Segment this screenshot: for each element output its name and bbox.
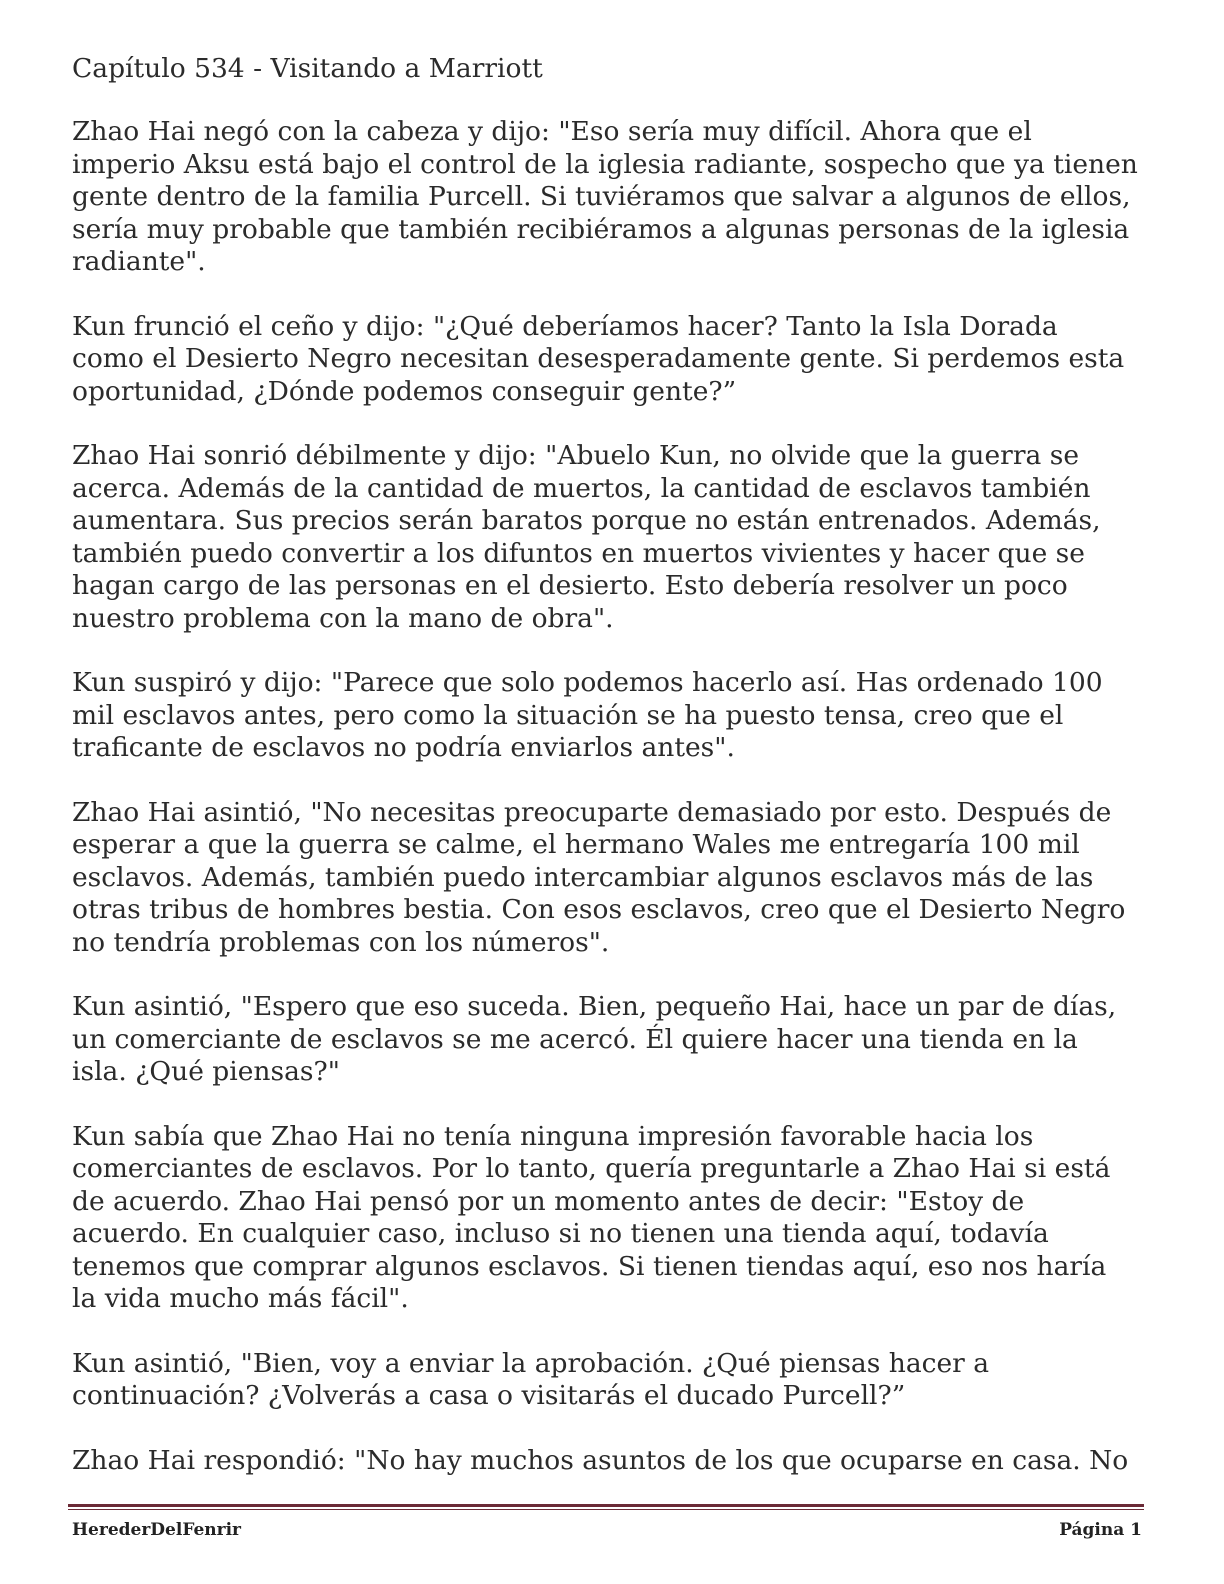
text-line: mil esclavos antes, pero como la situación se ha puesto tensa, creo que el bbox=[72, 699, 1064, 731]
text-line: oportunidad, ¿Dónde podemos conseguir gente?” bbox=[72, 375, 737, 407]
text-line: Zhao Hai respondió: "No hay muchos asuntos de los que ocuparse en casa. No bbox=[72, 1444, 1129, 1476]
text-line: hagan cargo de las personas en el desierto. Esto debería resolver un poco bbox=[72, 570, 1068, 601]
paragraph bbox=[72, 440, 1152, 635]
text-line: otras tribus de hombres bestia. Con esos esclavos, creo que el Desierto Negro bbox=[72, 894, 1126, 925]
text-line: Kun asintió, "Bien, voy a enviar la aprobación. ¿Qué piensas hacer a bbox=[72, 1347, 990, 1379]
text-line: gente dentro de la familia Purcell. Si tuviéramos que salvar a algunos de ellos, bbox=[72, 181, 1131, 212]
text-line: acerca. Además de la cantidad de muertos, la cantidad de esclavos también bbox=[72, 472, 1091, 504]
text-line: continuación? ¿Volverás a casa o visitarás el ducado Purcell?” bbox=[72, 1380, 906, 1411]
paragraph-list bbox=[72, 116, 1152, 1477]
page-body bbox=[72, 52, 1152, 1509]
paragraph bbox=[72, 116, 1152, 279]
paragraph bbox=[72, 1445, 1152, 1478]
text-line: de acuerdo. Zhao Hai pensó por un momento antes de decir: "Estoy de bbox=[72, 1185, 1025, 1217]
paragraph bbox=[72, 311, 1152, 409]
chapter-title: Capítulo 534 - Visitando a Marriott bbox=[72, 53, 543, 84]
text-line: esclavos. Además, también puedo intercambiar algunos esclavos más de las bbox=[72, 861, 1094, 893]
text-line: como el Desierto Negro necesitan desesperadamente gente. Si perdemos esta bbox=[72, 343, 1125, 374]
footer-author: HerederDelFenrir bbox=[72, 1520, 242, 1540]
text-line: Zhao Hai asintió, "No necesitas preocuparte demasiado por esto. Después de bbox=[72, 796, 1112, 828]
text-line: Kun suspiró y dijo: "Parece que solo podemos hacerlo así. Has ordenado 100 bbox=[72, 667, 1103, 698]
text-line: traficante de esclavos no podría enviarlos antes". bbox=[72, 732, 735, 763]
footer-page-number: Página 1 bbox=[1059, 1520, 1142, 1540]
paragraph bbox=[72, 1348, 1152, 1413]
text-line: Kun asintió, "Espero que eso suceda. Bien, pequeño Hai, hace un par de días, bbox=[72, 991, 1117, 1022]
footer-rule bbox=[68, 1504, 1144, 1507]
text-line: Zhao Hai sonrió débilmente y dijo: "Abuelo Kun, no olvide que la guerra se bbox=[72, 440, 1080, 471]
text-line: Kun sabía que Zhao Hai no tenía ninguna impresión favorable hacia los bbox=[72, 1120, 1034, 1152]
footer-rule-thin bbox=[68, 1509, 1144, 1510]
text-line: sería muy probable que también recibiéramos a algunas personas de la iglesia bbox=[72, 213, 1130, 245]
text-line: comerciantes de esclavos. Por lo tanto, quería preguntarle a Zhao Hai si está bbox=[72, 1153, 1111, 1184]
text-line: radiante". bbox=[72, 246, 206, 277]
text-line: no tendría problemas con los números". bbox=[72, 926, 610, 958]
text-line: un comerciante de esclavos se me acercó. Él quiere hacer una tienda en la bbox=[72, 1023, 1078, 1055]
text-line: isla. ¿Qué piensas?" bbox=[72, 1056, 340, 1087]
text-line: también puedo convertir a los difuntos en muertos vivientes y hacer que se bbox=[72, 537, 1085, 569]
paragraph bbox=[72, 667, 1152, 765]
text-line: acuerdo. En cualquier caso, incluso si no tienen una tienda aquí, todavía bbox=[72, 1218, 1049, 1249]
text-line: Kun frunció el ceño y dijo: "¿Qué deberíamos hacer? Tanto la Isla Dorada bbox=[72, 310, 1058, 342]
text-line: la vida mucho más fácil". bbox=[72, 1283, 409, 1314]
text-line: imperio Aksu está bajo el control de la iglesia radiante, sospecho que ya tienen bbox=[72, 148, 1138, 180]
paragraph bbox=[72, 991, 1152, 1089]
text-line: esperar a que la guerra se calme, el hermano Wales me entregaría 100 mil bbox=[72, 829, 1080, 860]
text-line: nuestro problema con la mano de obra". bbox=[72, 602, 614, 634]
text-line: aumentara. Sus precios serán baratos porque no están entrenados. Además, bbox=[72, 505, 1101, 536]
text-line: Zhao Hai negó con la cabeza y dijo: "Eso sería muy difícil. Ahora que el bbox=[72, 116, 1032, 147]
paragraph bbox=[72, 1121, 1152, 1316]
text-line: tenemos que comprar algunos esclavos. Si tienen tiendas aquí, eso nos haría bbox=[72, 1250, 1107, 1282]
paragraph bbox=[72, 797, 1152, 960]
